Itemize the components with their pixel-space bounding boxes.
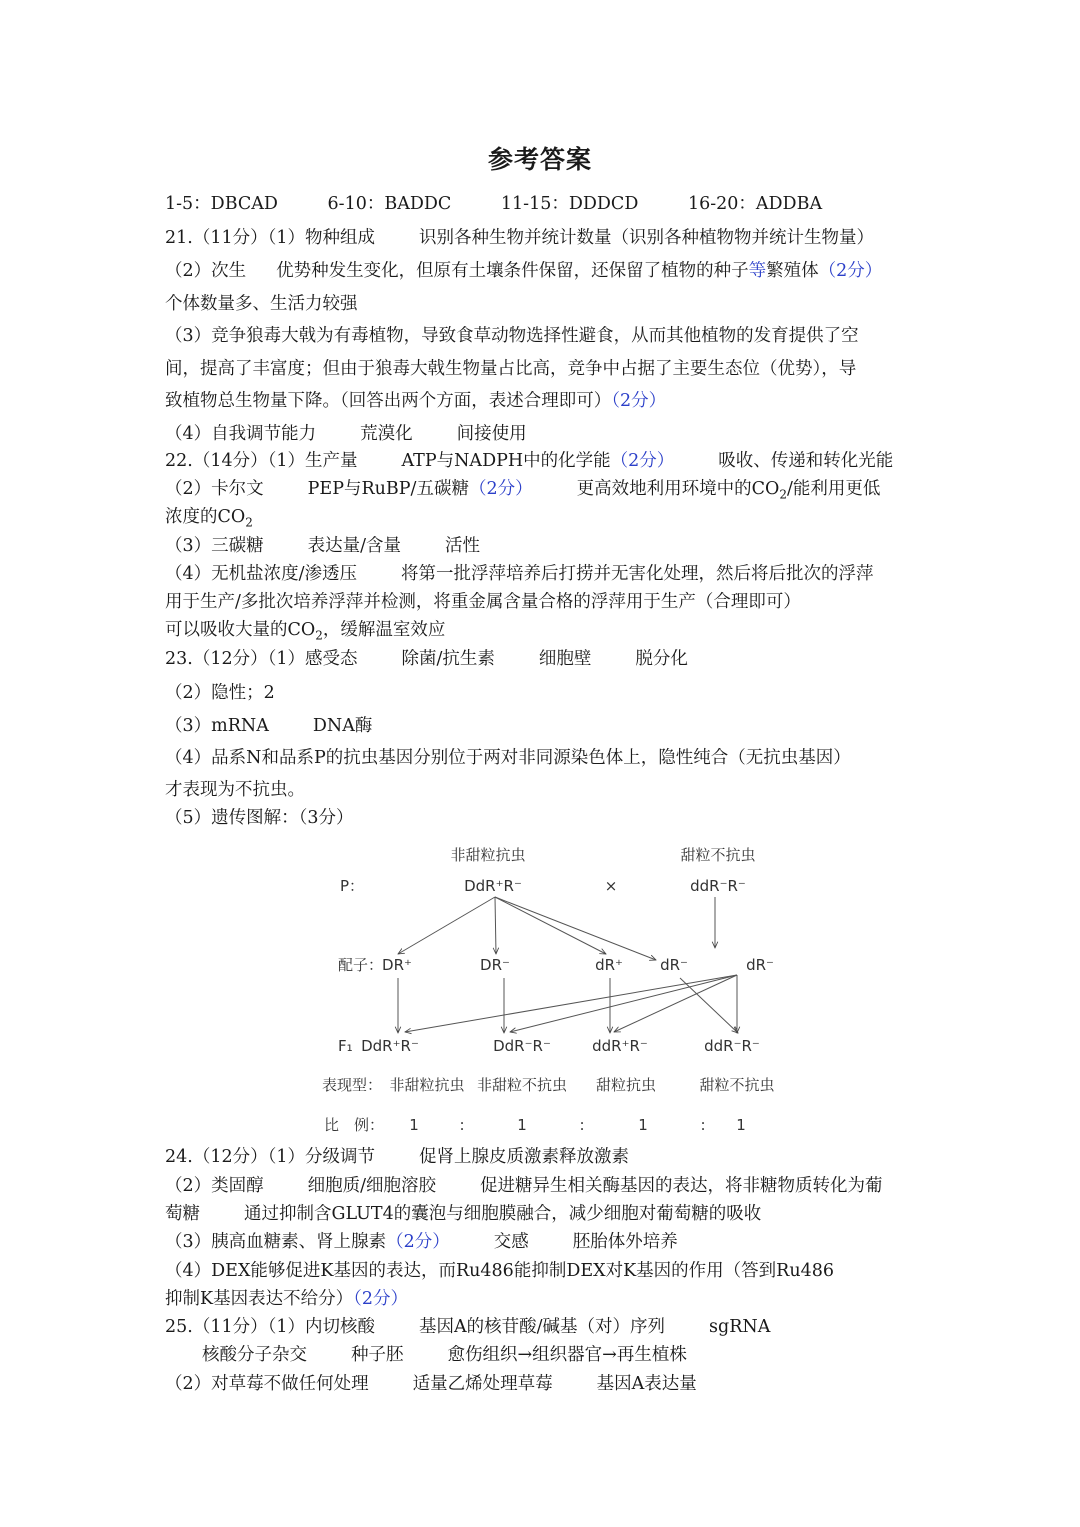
- q21-head: 21.（11分）（1）物种组成: [165, 228, 375, 248]
- q22-p4a: （4）无机盐浓度/渗透压: [165, 564, 358, 584]
- q24-p3d: 胚胎体外培养: [572, 1232, 678, 1252]
- q23-line-4: （4）品系N和品系P的抗虫基因分别位于两对非同源染色体上，隐性纯合（无抗虫基因）: [165, 748, 851, 768]
- q25-line-1: [165, 1313, 925, 1338]
- phenotype-2: 非甜粒不抗虫: [476, 1076, 568, 1094]
- q24-score: （2分）: [386, 1232, 450, 1252]
- q21-p4a: （4）自我调节能力: [165, 424, 317, 444]
- f1-label: F₁: [338, 1037, 353, 1055]
- q25-line-2: [202, 1341, 962, 1366]
- q25-p2a: （2）对草莓不做任何处理: [165, 1374, 369, 1394]
- q22-p3a: （3）三碳糖: [165, 536, 264, 556]
- phenotype-4: 甜粒不抗虫: [699, 1076, 775, 1094]
- gamete-2: DR⁻: [480, 956, 510, 974]
- phenotype-label: 表现型：: [322, 1076, 383, 1094]
- q22-p3c: 活性: [445, 536, 481, 556]
- gamete-4: dR⁻: [660, 956, 688, 974]
- q22-p2d: 更高效地利用环境中的CO: [576, 479, 780, 499]
- ratio-3: 1: [638, 1116, 648, 1134]
- q22-p4d: 可以吸收大量的CO: [165, 620, 316, 640]
- q22-score: （2分）: [610, 451, 675, 471]
- q22-p4b: 将第一批浮萍培养后打捞并无害化处理，然后将后批次的浮萍: [401, 564, 874, 584]
- q23-line-6: （5）遗传图解：（3分）: [165, 808, 354, 828]
- q23-head: 23.（12分）（1）感受态: [165, 649, 358, 669]
- gamete-5: dR⁻: [746, 956, 774, 974]
- q22-a1b: ATP与NADPH中的化学能: [401, 451, 611, 471]
- q23-a1c: 细胞壁: [538, 649, 592, 669]
- q22-head: 22.（14分）（1）生产量: [165, 451, 358, 471]
- q21-score-2: （2分）: [611, 391, 667, 411]
- ratio-sep-3: :: [700, 1116, 706, 1134]
- f1-genotype-1: DdR⁺R⁻: [361, 1037, 419, 1055]
- mc-1-5: 1-5：DBCAD: [165, 194, 278, 214]
- f1-genotype-2: DdR⁻R⁻: [493, 1037, 551, 1055]
- q22-a1d: 吸收、传递和转化光能: [718, 451, 894, 471]
- q21-line-3: 个体数量多、生活力较强: [165, 294, 358, 314]
- q21-p4c: 间接使用: [456, 424, 527, 444]
- q22-p2b: PEP与RuBP/五碳糖: [307, 479, 469, 499]
- mc-16-20: 16-20：ADDBA: [687, 194, 823, 214]
- q21-p2b: 优势种发生变化，但原有土壤条件保留，还保留了植物的种子: [276, 261, 749, 281]
- ratio-sep-1: :: [459, 1116, 465, 1134]
- q24-line-6: [165, 1285, 925, 1310]
- q24-p2d: 萄糖: [165, 1204, 200, 1224]
- q22-p3b: 表达量/含量: [307, 536, 402, 556]
- q22-p2f: 浓度的CO: [165, 507, 246, 527]
- q22-p2a: （2）卡尔文: [165, 479, 264, 499]
- phenotype-3: 甜粒抗虫: [595, 1076, 657, 1094]
- gamete-3: dR⁺: [595, 956, 623, 974]
- q24-head: 24.（12分）（1）分级调节: [165, 1147, 375, 1167]
- q25-a1e: 种子胚: [351, 1345, 404, 1365]
- q21-p2c: 等: [748, 261, 767, 281]
- p-label: P：: [340, 877, 365, 895]
- q25-a1c: sgRNA: [709, 1317, 771, 1337]
- q24-score-2: （2分）: [353, 1289, 408, 1309]
- parent1-genotype: DdR⁺R⁻: [464, 877, 522, 895]
- page-title: 参考答案: [487, 145, 592, 174]
- q24-p2c: 促进糖异生相关酶基因的表达，将非糖物质转化为葡: [480, 1176, 883, 1196]
- ratio-label: 比 例：: [324, 1116, 385, 1134]
- q24-line-2: [165, 1172, 925, 1197]
- parent2-genotype: ddR⁻R⁻: [690, 877, 746, 895]
- q24-p3c: 交感: [493, 1232, 529, 1252]
- q21-score: （2分）: [818, 261, 883, 281]
- q25-a1d: 核酸分子杂交: [202, 1345, 307, 1365]
- phenotype-1: 非甜粒抗虫: [389, 1076, 465, 1094]
- q25-a1f: 愈伤组织→组织器官→再生植株: [447, 1345, 687, 1365]
- q24-p3a: （3）胰高血糖素、肾上腺素: [165, 1232, 387, 1252]
- q24-p2e: 通过抑制含GLUT4的囊泡与细胞膜融合，减少细胞对葡萄糖的吸收: [244, 1204, 762, 1224]
- mc-6-10: 6-10：BADDC: [327, 194, 452, 214]
- q25-head: 25.（11分）（1）内切核酸: [165, 1317, 375, 1337]
- ratio-sep-2: :: [579, 1116, 585, 1134]
- q22-score-2: （2分）: [468, 479, 533, 499]
- gamete-label: 配子：: [338, 956, 384, 974]
- q22-line-6: 用于生产/多批次培养浮萍并检测，将重金属含量合格的浮萍用于生产（合理即可）: [165, 592, 801, 612]
- q21-p2d: 繁殖体: [766, 261, 819, 281]
- q24-p2b: 细胞质/细胞溶胶: [307, 1176, 437, 1196]
- q23-a1b: 除菌/抗生素: [401, 649, 495, 669]
- q21-a1b: 识别各种生物并统计数量（识别各种植物物并统计生物量）: [418, 228, 874, 248]
- q25-p2c: 基因A表达量: [596, 1374, 697, 1394]
- q24-line-1: [165, 1143, 925, 1168]
- q25-p2b: 适量乙烯处理草莓: [412, 1374, 553, 1394]
- mc-11-15: 11-15：DDDCD: [500, 194, 639, 214]
- parent1-phenotype: 非甜粒抗虫: [450, 846, 526, 864]
- q22-line-7: 可以吸收大量的$CO_2$，缓解温室效应: [165, 620, 446, 643]
- q24-a1b: 促肾上腺皮质激素释放激素: [418, 1147, 629, 1167]
- q23-a1d: 脱分化: [635, 649, 688, 669]
- gamete-1: DR⁺: [382, 956, 412, 974]
- f1-genotype-4: ddR⁻R⁻: [704, 1037, 760, 1055]
- cross-symbol: ×: [604, 877, 618, 895]
- q21-p3c: 致植物总生物量下降。（回答出两个方面，表述合理即可）: [165, 391, 612, 411]
- q24-line-3: [165, 1200, 925, 1225]
- q24-p2a: （2）类固醇: [165, 1176, 264, 1196]
- ratio-4: 1: [736, 1116, 746, 1134]
- q21-p2a: （2）次生: [165, 261, 247, 281]
- q22-line-3: 浓度的$CO_2$: [165, 507, 253, 530]
- q22-p2e: /能利用更低: [786, 479, 881, 499]
- f1-genotype-3: ddR⁺R⁻: [592, 1037, 648, 1055]
- parent2-phenotype: 甜粒不抗虫: [680, 846, 756, 864]
- q21-p4b: 荒漠化: [360, 424, 413, 444]
- ratio-1: 1: [409, 1116, 419, 1134]
- q24-line-4: [165, 1228, 925, 1253]
- q23-p3a: （3）mRNA: [165, 716, 269, 736]
- q22-p4e: ，缓解温室效应: [322, 620, 446, 640]
- q22-line-2: （2）卡尔文 PEP与RuBP/五碳糖（2分） 更高效地利用环境中的$CO_2/$能利用更低: [165, 479, 881, 502]
- q24-line-5: （4）DEX能够促进K基因的表达，而Ru486能抑制DEX对K基因的作用（答到Ru486: [165, 1261, 835, 1281]
- q23-line-5: 才表现为不抗虫。: [165, 780, 305, 800]
- q25-a1b: 基因A的核苷酸/碱基（对）序列: [418, 1317, 666, 1337]
- q25-line-3: [165, 1370, 925, 1395]
- q23-p3b: DNA酶: [312, 716, 373, 736]
- q23-line-2: （2）隐性；2: [165, 683, 275, 703]
- q24-p4b: 抑制K基因表达不给分）: [165, 1289, 354, 1309]
- q21-line-4: （3）竞争狼毒大戟为有毒植物，导致食草动物选择性避食，从而其他植物的发育提供了空: [165, 326, 859, 346]
- q21-line-5: 间，提高了丰富度；但由于狼毒大戟生物量占比高，竞争中占据了主要生态位（优势），导: [165, 359, 857, 379]
- ratio-2: 1: [517, 1116, 527, 1134]
